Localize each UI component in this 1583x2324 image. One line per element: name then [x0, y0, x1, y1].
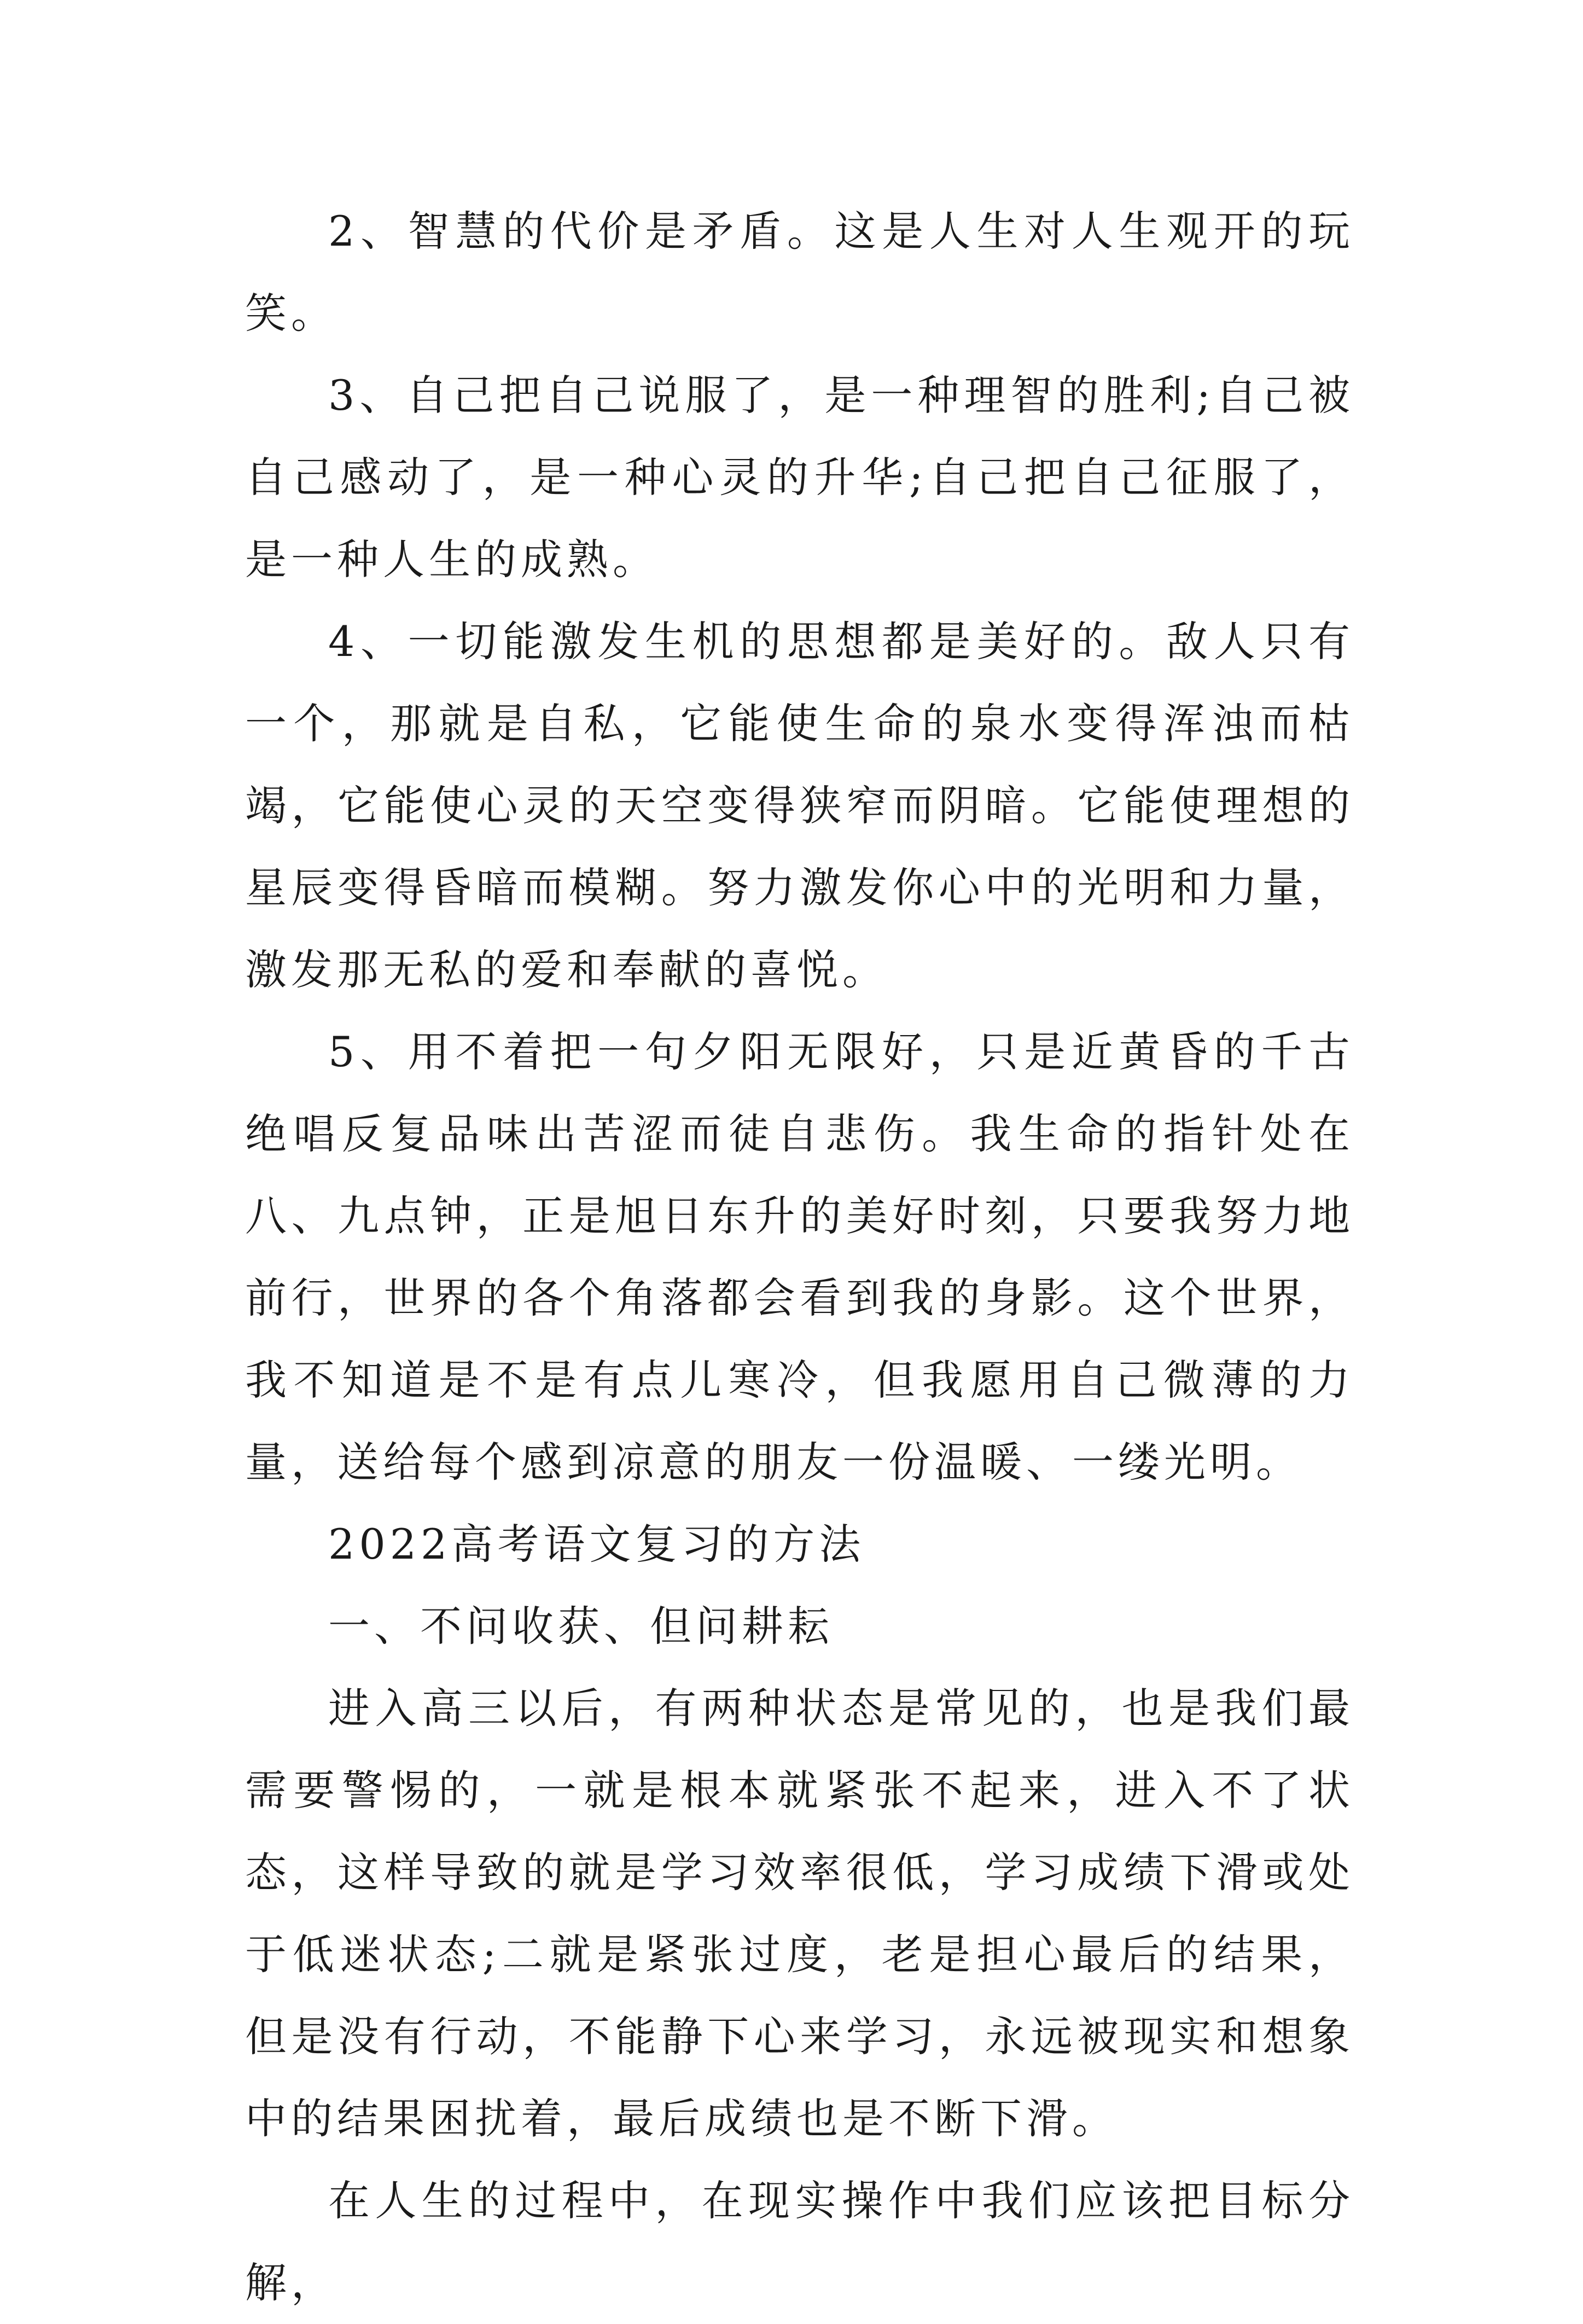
paragraph-body-2: 在人生的过程中，在现实操作中我们应该把目标分解， — [245, 2176, 1354, 2307]
paragraph-quote-2: 2、智慧的代价是矛盾。这是人生对人生观开的玩笑。 — [245, 207, 1354, 338]
paragraph-quote-5: 5、用不着把一句夕阳无限好，只是近黄昏的千古绝唱反复品味出苦涩而徒自悲伤。我生命的指针处在八、九点钟，正是旭日东升的美好时刻，只要我努力地 前行，世界的各个角落都会看到我的身影。这个世界，我不知道是不是有点儿寒冷，但我愿用自己微薄的力量，送给每个感到凉意的朋友一份温暖、一缕光明。 — [245, 1027, 1354, 1486]
section-heading: 2022高考语文复习的方法 — [328, 1520, 865, 1568]
subsection-heading: 一、不问收获、但问耕耘 — [328, 1602, 834, 1651]
paragraph-body-1: 进入高三以后，有两种状态是常见的，也是我们最需要警惕的，一就是根本就紧张不起来，进入不了状态，这样导致的就是学习效率很低，学习成绩下滑或处于低迷状态;二就是紧张过度，老是担心最后的结果，但是没有行动，不能静下心来学习，永远被现实和想象中的结果困扰着，最后成绩也是不断下滑。 — [245, 1684, 1354, 2143]
paragraph-quote-3: 3、自己把自己说服了，是一种理智的胜利;自己被自己感动了，是一种心灵的升华;自己把自己征服了，是一种人生的成熟。 — [245, 371, 1354, 584]
paragraph-quote-4: 4、一切能激发生机的思想都是美好的。敌人只有一个，那就是自私，它能使生命的泉水变得浑浊而枯竭，它能使心灵的天空变得狭窄而阴暗。它能使理想的星辰变得昏暗而模糊。努力激发你心中的光明和力量，激发那无私的爱和奉献的喜悦。 — [245, 617, 1354, 994]
document-body — [245, 190, 1354, 2324]
